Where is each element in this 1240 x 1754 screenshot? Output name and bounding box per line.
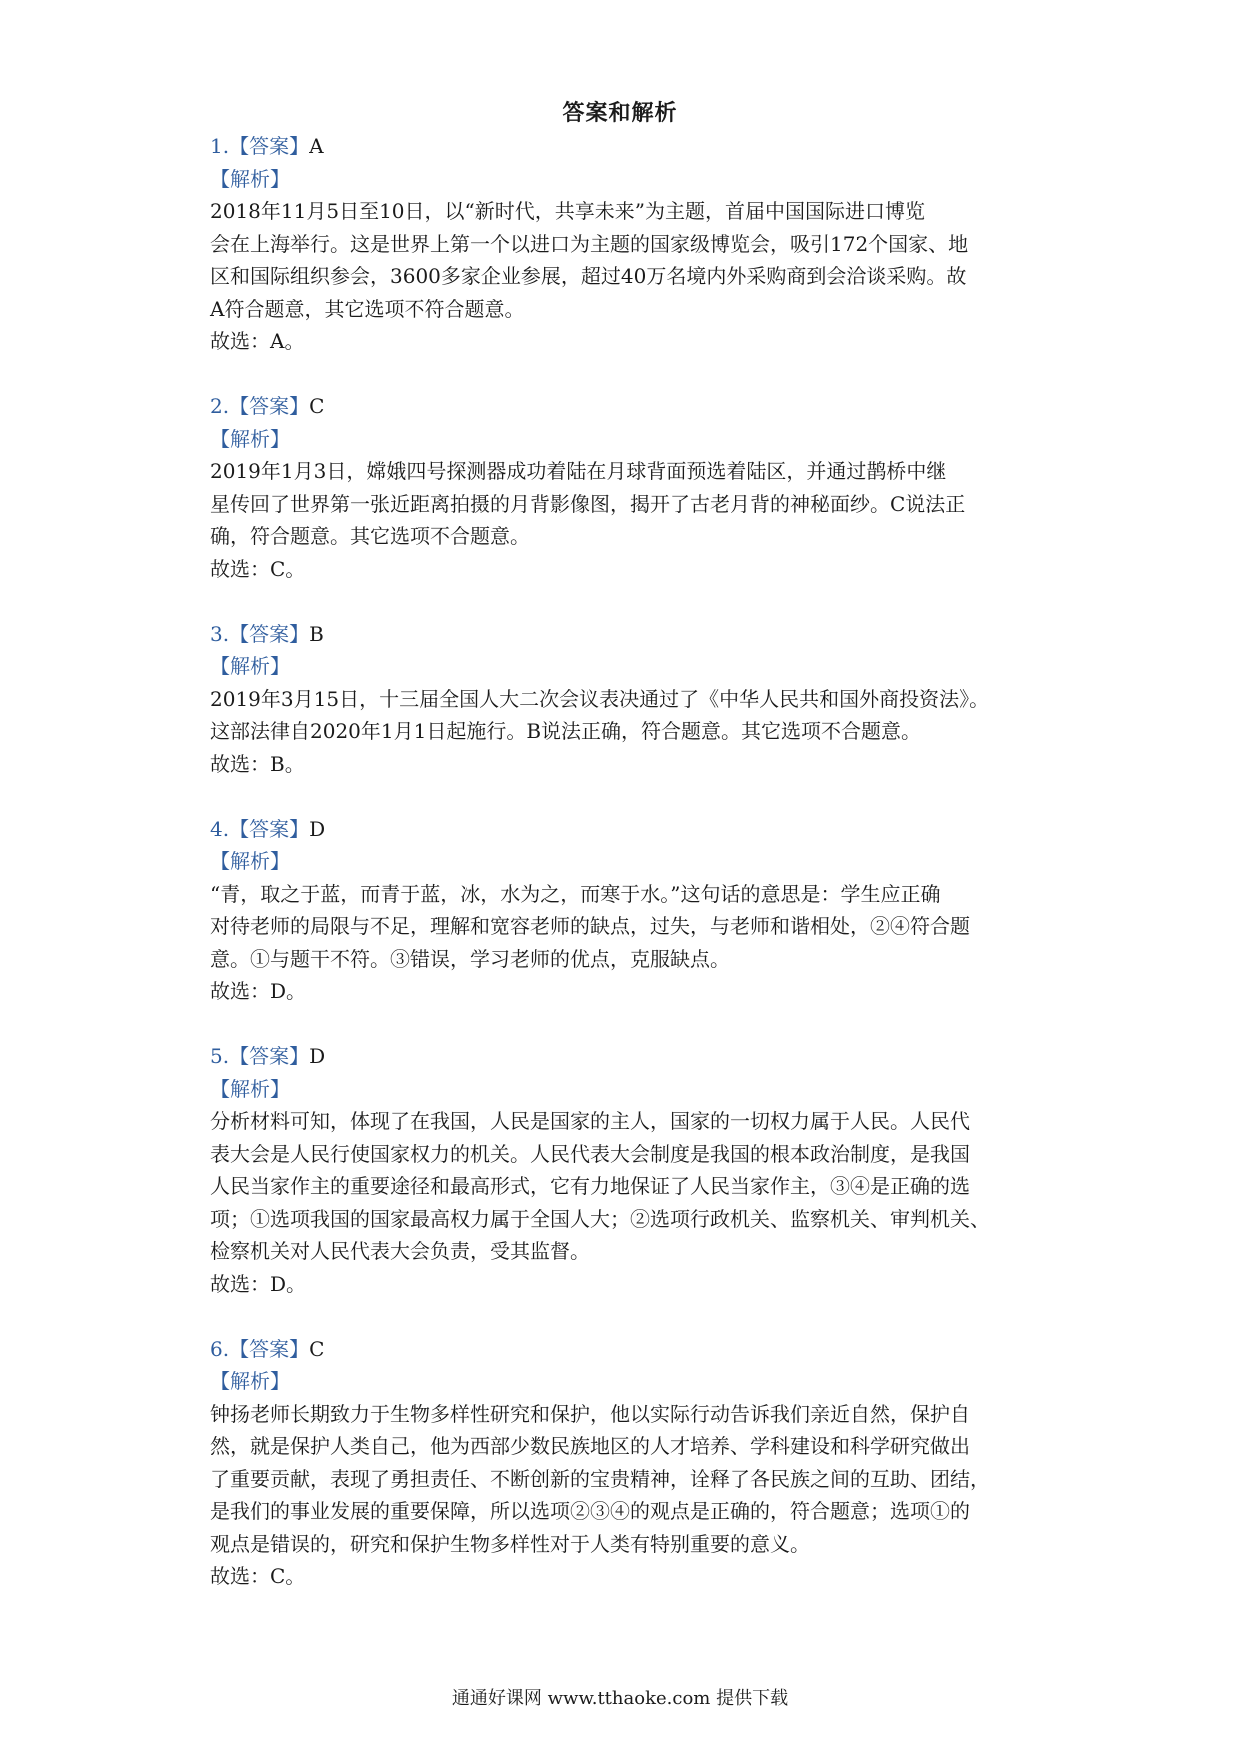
analysis-line: 项；①选项我国的国家最高权力属于全国人大；②选项行政机关、监察机关、审判机关、 (210, 1206, 990, 1231)
answer-value: D (309, 1044, 326, 1068)
analysis-label: 【解析】 (210, 166, 290, 191)
analysis-line: 这部法律自2020年1月1日起施行。B说法正确，符合题意。其它选项不合题意。 (210, 719, 922, 743)
question-number: 1. (210, 134, 230, 158)
answer-value: B (309, 621, 324, 646)
analysis-line: 分析材料可知，体现了在我国，人民是国家的主人，国家的一切权力属于人民。人民代 (210, 1109, 970, 1133)
answer-label: 【答案】 (229, 1044, 310, 1068)
analysis-line: 意。①与题干不符。③错误，学习老师的优点，克服缺点。 (210, 946, 730, 971)
analysis-line: 钟扬老师长期致力于生物多样性研究和保护，他以实际行动告诉我们亲近自然，保护自 (210, 1401, 970, 1426)
analysis-label: 【解析】 (210, 849, 290, 873)
analysis-label: 【解析】 (210, 1076, 290, 1101)
question-4 (210, 813, 1040, 1008)
page-footer: 通通好课网 www.tthaoke.com 提供下载 (451, 1688, 789, 1709)
question-2 (210, 390, 1040, 585)
analysis-line: 人民当家作主的重要途径和最高形式，它有力地保证了人民当家作主，③④是正确的选 (210, 1174, 970, 1198)
question-5 (210, 1040, 1040, 1300)
analysis-line: A符合题意，其它选项不符合题意。 (210, 296, 525, 321)
analysis-line: 星传回了世界第一张近距离拍摄的月背影像图，揭开了古老月背的神秘面纱。C说法正 (210, 491, 966, 516)
analysis-line: 确，符合题意。其它选项不合题意。 (210, 524, 530, 548)
question-number: 2. (210, 394, 230, 418)
answer-line (210, 813, 1040, 846)
answer-value: C (309, 394, 325, 418)
question-number: 3. (210, 621, 230, 646)
analysis-line: 对待老师的局限与不足，理解和宽容老师的缺点，过失，与老师和谐相处，②④符合题 (210, 914, 970, 938)
analysis-line: 观点是错误的，研究和保护生物多样性对于人类有特别重要的意义。 (210, 1531, 810, 1556)
page-title: 答案和解析 (562, 101, 678, 126)
conclusion-line: 故选：D。 (210, 979, 307, 1003)
analysis-line: 会在上海举行。这是世界上第一个以进口为主题的国家级博览会，吸引172个国家、地 (210, 231, 969, 256)
analysis-line: 区和国际组织参会，3600多家企业参展，超过40万名境内外采购商到会洽谈采购。故 (210, 264, 967, 288)
analysis-line: “青，取之于蓝，而青于蓝，冰，水为之，而寒于水。”这句话的意思是：学生应正确 (210, 881, 941, 906)
analysis-line: 然，就是保护人类自己，他为西部少数民族地区的人才培养、学科建设和科学研究做出 (210, 1434, 970, 1458)
answer-label: 【答案】 (229, 134, 310, 158)
conclusion-line: 故选：C。 (210, 556, 306, 581)
answer-value: C (309, 1336, 325, 1361)
answer-label: 【答案】 (229, 816, 310, 841)
analysis-line: 2018年11月5日至10日，以“新时代，共享未来”为主题，首届中国国际进口博览 (210, 199, 925, 223)
answer-label: 【答案】 (229, 1336, 310, 1361)
answer-label: 【答案】 (229, 394, 310, 418)
question-6 (210, 1333, 1040, 1593)
conclusion-line: 故选：C。 (210, 1564, 306, 1588)
answer-line (210, 1333, 1040, 1366)
question-3 (210, 618, 1040, 781)
analysis-line: 2019年3月15日，十三届全国人大二次会议表决通过了《中华人民共和国外商投资法》。 (210, 686, 990, 711)
question-number: 5. (210, 1044, 230, 1068)
answer-line (210, 390, 1040, 423)
answer-value: D (309, 816, 326, 841)
analysis-line: 2019年1月3日，嫦娥四号探测器成功着陆在月球背面预选着陆区，并通过鹊桥中继 (210, 459, 947, 483)
question-1 (210, 130, 1040, 358)
conclusion-line: 故选：D。 (210, 1271, 307, 1296)
question-number: 6. (210, 1336, 230, 1361)
answer-value: A (309, 134, 324, 158)
analysis-label: 【解析】 (210, 1369, 290, 1393)
analysis-line: 了重要贡献，表现了勇担责任、不断创新的宝贵精神，诠释了各民族之间的互助、团结， (210, 1466, 990, 1491)
conclusion-line: 故选：A。 (210, 329, 305, 353)
answer-line (210, 618, 1040, 651)
question-number: 4. (210, 816, 230, 841)
answer-label: 【答案】 (229, 621, 310, 646)
analysis-label: 【解析】 (210, 654, 290, 678)
analysis-label: 【解析】 (210, 426, 290, 451)
answer-line (210, 1040, 1040, 1073)
analysis-line: 是我们的事业发展的重要保障，所以选项②③④的观点是正确的，符合题意；选项①的 (210, 1499, 970, 1523)
answer-list (210, 130, 1040, 1625)
analysis-line: 表大会是人民行使国家权力的机关。人民代表大会制度是我国的根本政治制度，是我国 (210, 1141, 970, 1166)
conclusion-line: 故选：B。 (210, 751, 305, 776)
analysis-line: 检察机关对人民代表大会负责，受其监督。 (210, 1239, 590, 1263)
answer-line (210, 130, 1040, 163)
